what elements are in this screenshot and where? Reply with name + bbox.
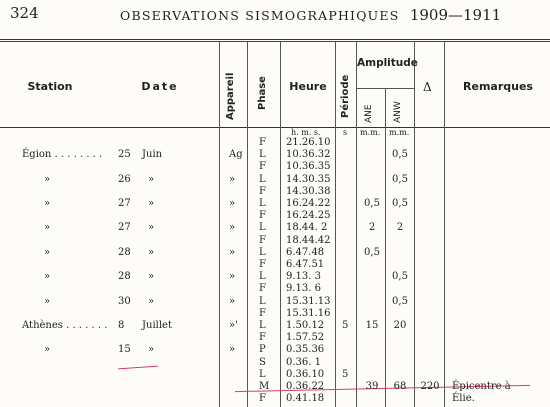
unit-periode: s <box>343 128 348 137</box>
cell-ane: 15 <box>365 320 379 331</box>
cell-phase: L <box>259 173 266 185</box>
cell-station: » <box>44 173 51 185</box>
cell-phase: F <box>259 283 266 295</box>
cell-app: » <box>229 222 236 234</box>
unit-anw: m.m. <box>389 128 410 137</box>
col-remarques-header: Remarques <box>463 80 533 93</box>
cell-month: » <box>148 271 155 283</box>
page-number: 324 <box>10 4 39 22</box>
cell-heure: 10.36.32 <box>286 149 331 161</box>
cell-phase: L <box>259 222 266 234</box>
col-appareil-header: Appareil <box>225 72 236 120</box>
table-top-rule-2 <box>0 41 550 42</box>
cell-day: 28 <box>118 271 131 283</box>
cell-month: Juin <box>142 149 163 161</box>
cell-day: 30 <box>118 295 131 307</box>
cell-day: 26 <box>118 173 131 185</box>
cell-app: » <box>229 295 236 307</box>
cell-periode: 5 <box>342 320 349 331</box>
cell-heure: 0.36. 1 <box>286 356 321 368</box>
cell-heure: 18.44. 2 <box>286 222 328 234</box>
cell-phase: L <box>259 320 266 331</box>
col-periode-header: Période <box>340 74 351 118</box>
cell-phase: L <box>259 149 266 161</box>
cell-heure: 9.13. 6 <box>286 283 321 295</box>
rule-phase-heure <box>280 41 281 407</box>
cell-anw: 2 <box>396 222 404 234</box>
cell-heure: 0.36.10 <box>286 368 325 380</box>
cell-delta: 220 <box>420 381 440 392</box>
cell-phase: F <box>259 161 266 173</box>
col-heure-header: Heure <box>289 80 327 93</box>
cell-phase: F <box>259 332 266 344</box>
cell-heure: 15.31.13 <box>286 295 331 307</box>
cell-app: » <box>229 198 236 209</box>
cell-app: » <box>229 344 236 356</box>
cell-day: 15 <box>118 344 131 356</box>
cell-station: » <box>44 271 51 283</box>
cell-day: 25 <box>118 149 131 161</box>
cell-anw: 0,5 <box>392 149 408 161</box>
cell-heure: 16.24.22 <box>286 198 331 209</box>
cell-phase: F <box>259 393 266 405</box>
cell-phase: S <box>259 356 266 368</box>
cell-anw: 0,5 <box>392 271 408 283</box>
unit-ane: m.m. <box>360 128 381 137</box>
col-ane-header: ANE <box>364 104 374 123</box>
cell-heure: 0.35.36 <box>286 344 325 356</box>
cell-month: » <box>148 344 155 356</box>
cell-app: »' <box>229 320 238 331</box>
cell-phase: L <box>259 198 266 209</box>
cell-phase: F <box>259 234 266 246</box>
cell-day: 28 <box>118 246 131 258</box>
cell-phase: L <box>259 246 266 258</box>
rule-delta-remarques <box>444 41 445 407</box>
running-title <box>120 6 501 24</box>
cell-heure: 1.50.12 <box>286 320 325 331</box>
cell-station: » <box>44 246 51 258</box>
cell-heure: 18.44.42 <box>286 234 331 246</box>
cell-heure: 21.26.10 <box>286 137 331 148</box>
cell-remark: Élie. <box>452 393 475 405</box>
cell-heure: 1.57.52 <box>286 332 325 344</box>
table-top-rule <box>0 39 550 40</box>
cell-station: Athènes . . . . . . . <box>22 320 108 331</box>
cell-month: » <box>148 295 155 307</box>
unit-heure: h. m. s. <box>291 128 321 137</box>
cell-anw: 0,5 <box>392 173 408 185</box>
cell-heure: 15.31.16 <box>286 307 331 319</box>
cell-heure: 14.30.38 <box>286 185 331 197</box>
col-anw-header: ANW <box>393 101 403 123</box>
col-station-header: Station <box>27 80 73 93</box>
rule-date-appareil <box>219 41 220 407</box>
cell-anw: 0,5 <box>392 295 408 307</box>
cell-ane: 39 <box>365 381 379 392</box>
cell-anw: 20 <box>393 320 407 331</box>
col-phase-header: Phase <box>257 76 268 110</box>
cell-app: » <box>229 271 236 283</box>
rule-periode-ane <box>356 41 357 407</box>
cell-station: Égion . . . . . . . . <box>22 149 103 161</box>
rule-anw-delta <box>414 41 415 407</box>
cell-phase: P <box>259 344 266 356</box>
rule-heure-periode <box>335 41 336 407</box>
cell-phase: L <box>259 295 266 307</box>
cell-heure: 9.13. 3 <box>286 271 321 283</box>
cell-station: » <box>44 295 51 307</box>
pencil-underline-date <box>118 366 158 370</box>
cell-phase: F <box>259 210 266 222</box>
cell-heure: 14.30.35 <box>286 173 331 185</box>
cell-heure: 0.41.18 <box>286 393 325 405</box>
cell-heure: 16.24.25 <box>286 210 331 222</box>
cell-phase: M <box>259 381 270 392</box>
cell-day: 27 <box>118 222 131 234</box>
cell-month: » <box>148 173 155 185</box>
title-text: OBSERVATIONS SISMOGRAPHIQUES <box>120 8 400 23</box>
col-date-header: Date <box>141 80 179 93</box>
cell-anw: 68 <box>393 381 407 392</box>
cell-phase: L <box>259 368 266 380</box>
cell-phase: F <box>259 259 266 270</box>
cell-periode: 5 <box>342 368 349 380</box>
cell-month: » <box>148 246 155 258</box>
cell-ane: 0,5 <box>364 246 380 258</box>
cell-heure: 6.47.48 <box>286 246 325 258</box>
col-amplitude-header: Amplitude <box>357 57 418 69</box>
cell-app: Ag <box>229 149 243 161</box>
cell-phase: F <box>259 137 266 148</box>
cell-phase: F <box>259 307 266 319</box>
cell-month: » <box>148 198 155 209</box>
cell-ane: 2 <box>368 222 376 234</box>
cell-ane: 0,5 <box>364 198 380 209</box>
rule-appareil-phase <box>247 41 248 407</box>
cell-app: » <box>229 246 236 258</box>
cell-day: 27 <box>118 198 131 209</box>
title-years: 1909—1911 <box>409 6 502 24</box>
rule-ane-anw <box>385 88 386 407</box>
cell-heure: 10.36.35 <box>286 161 331 173</box>
cell-station: » <box>44 222 51 234</box>
col-delta-header: Δ <box>423 80 432 94</box>
header-bottom-rule <box>0 127 550 128</box>
cell-heure: 6.47.51 <box>286 259 325 270</box>
cell-phase: L <box>259 271 266 283</box>
cell-app: » <box>229 173 236 185</box>
cell-station: » <box>44 344 51 356</box>
cell-phase: F <box>259 185 266 197</box>
cell-station: » <box>44 198 51 209</box>
cell-month: Juillet <box>142 320 172 331</box>
cell-remark: Épicentre à <box>452 381 511 392</box>
cell-heure: 0.36.22 <box>286 381 325 392</box>
cell-month: » <box>148 222 155 234</box>
cell-day: 8 <box>118 320 125 331</box>
cell-anw: 0,5 <box>392 198 408 209</box>
